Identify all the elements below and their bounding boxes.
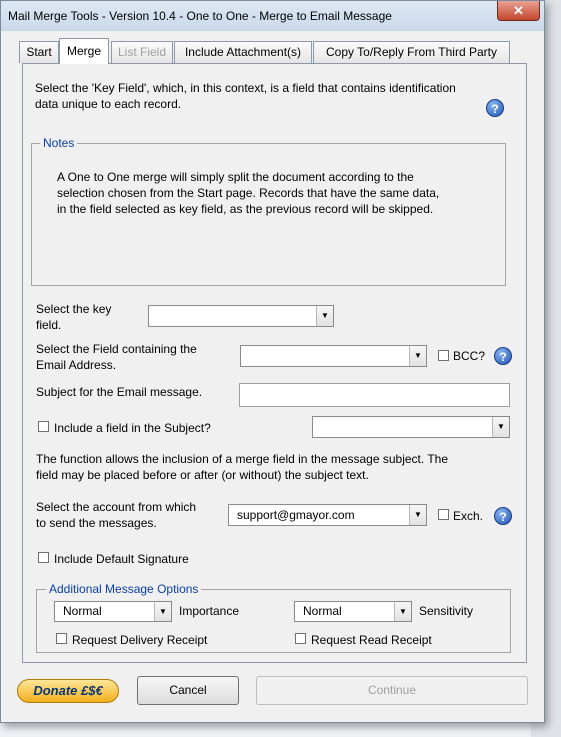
window-title: Mail Merge Tools - Version 10.4 - One to One - Merge to Email Message xyxy=(8,9,392,23)
notes-text-line1: A One to One merge will simply split the document according to the xyxy=(57,170,414,184)
sensitivity-label: Sensitivity xyxy=(419,604,474,618)
key-field-label-line1: Select the key xyxy=(36,302,112,316)
merge-tab-panel xyxy=(22,63,527,663)
account-label-line1: Select the account from which xyxy=(36,500,197,514)
delivery-receipt-checkbox[interactable] xyxy=(56,633,67,644)
exch-checkbox[interactable] xyxy=(438,509,449,520)
help-icon[interactable]: ? xyxy=(494,347,512,365)
continue-button[interactable]: Continue xyxy=(256,676,528,705)
help-icon[interactable]: ? xyxy=(494,507,512,525)
tab-include-attachments[interactable]: Include Attachment(s) xyxy=(174,41,312,63)
default-signature-checkbox[interactable] xyxy=(38,552,49,563)
account-select[interactable]: support@gmayor.com ▼ xyxy=(228,504,427,526)
importance-select[interactable]: Normal ▼ xyxy=(54,601,172,622)
chevron-down-icon[interactable]: ▼ xyxy=(492,417,509,437)
chevron-down-icon[interactable]: ▼ xyxy=(316,306,333,326)
sensitivity-select[interactable]: Normal ▼ xyxy=(294,601,412,622)
notes-legend: Notes xyxy=(40,136,77,150)
email-field-select[interactable] xyxy=(240,345,427,367)
donate-button[interactable]: Donate £$€ xyxy=(17,679,119,703)
help-icon[interactable]: ? xyxy=(486,99,504,117)
subject-info-line1: The function allows the inclusion of a merge field in the message subject. The xyxy=(36,452,449,466)
subject-field-select[interactable] xyxy=(312,416,510,438)
subject-info-line2: field may be placed before or after (or without) the subject text. xyxy=(36,468,369,482)
tab-copy-to-reply[interactable]: Copy To/Reply From Third Party xyxy=(313,41,510,63)
key-field-label-line2: field. xyxy=(36,318,62,332)
include-field-subject-checkbox[interactable] xyxy=(38,421,49,432)
read-receipt-label: Request Read Receipt xyxy=(311,633,432,647)
additional-options-legend: Additional Message Options xyxy=(46,582,201,596)
chevron-down-icon[interactable]: ▼ xyxy=(409,346,426,366)
additional-options-groupbox xyxy=(36,582,511,653)
tab-merge[interactable]: Merge xyxy=(59,38,109,64)
cancel-button[interactable]: Cancel xyxy=(137,676,239,705)
include-field-subject-label: Include a field in the Subject? xyxy=(54,421,211,435)
importance-label: Importance xyxy=(179,604,240,618)
subject-label: Subject for the Email message. xyxy=(36,385,203,399)
delivery-receipt-label: Request Delivery Receipt xyxy=(72,633,208,647)
chevron-down-icon[interactable]: ▼ xyxy=(394,602,411,621)
bcc-checkbox[interactable] xyxy=(438,350,449,361)
account-label-line2: to send the messages. xyxy=(36,516,157,530)
notes-groupbox xyxy=(31,136,506,286)
email-field-label-line2: Email Address. xyxy=(36,358,117,372)
exch-label: Exch. xyxy=(453,509,484,523)
tab-list-field[interactable]: List Field xyxy=(111,41,173,63)
default-signature-label: Include Default Signature xyxy=(54,552,189,566)
bcc-label: BCC? xyxy=(453,349,486,363)
chevron-down-icon[interactable]: ▼ xyxy=(409,505,426,525)
notes-text-line3: in the field selected as key field, as the previous record will be skipped. xyxy=(57,202,434,216)
tab-start[interactable]: Start xyxy=(19,41,59,63)
close-button[interactable]: ✕ xyxy=(497,1,540,21)
notes-text-line2: selection chosen from the Start page. Records that have the same data, xyxy=(57,186,440,200)
intro-text-line1: Select the 'Key Field', which, in this context, is a field that contains identification xyxy=(35,81,456,95)
title-bar xyxy=(1,1,544,31)
key-field-select[interactable] xyxy=(148,305,334,327)
subject-input[interactable] xyxy=(239,383,510,407)
read-receipt-checkbox[interactable] xyxy=(295,633,306,644)
chevron-down-icon[interactable]: ▼ xyxy=(154,602,171,621)
email-field-label-line1: Select the Field containing the xyxy=(36,342,197,356)
intro-text-line2: data unique to each record. xyxy=(35,97,182,111)
